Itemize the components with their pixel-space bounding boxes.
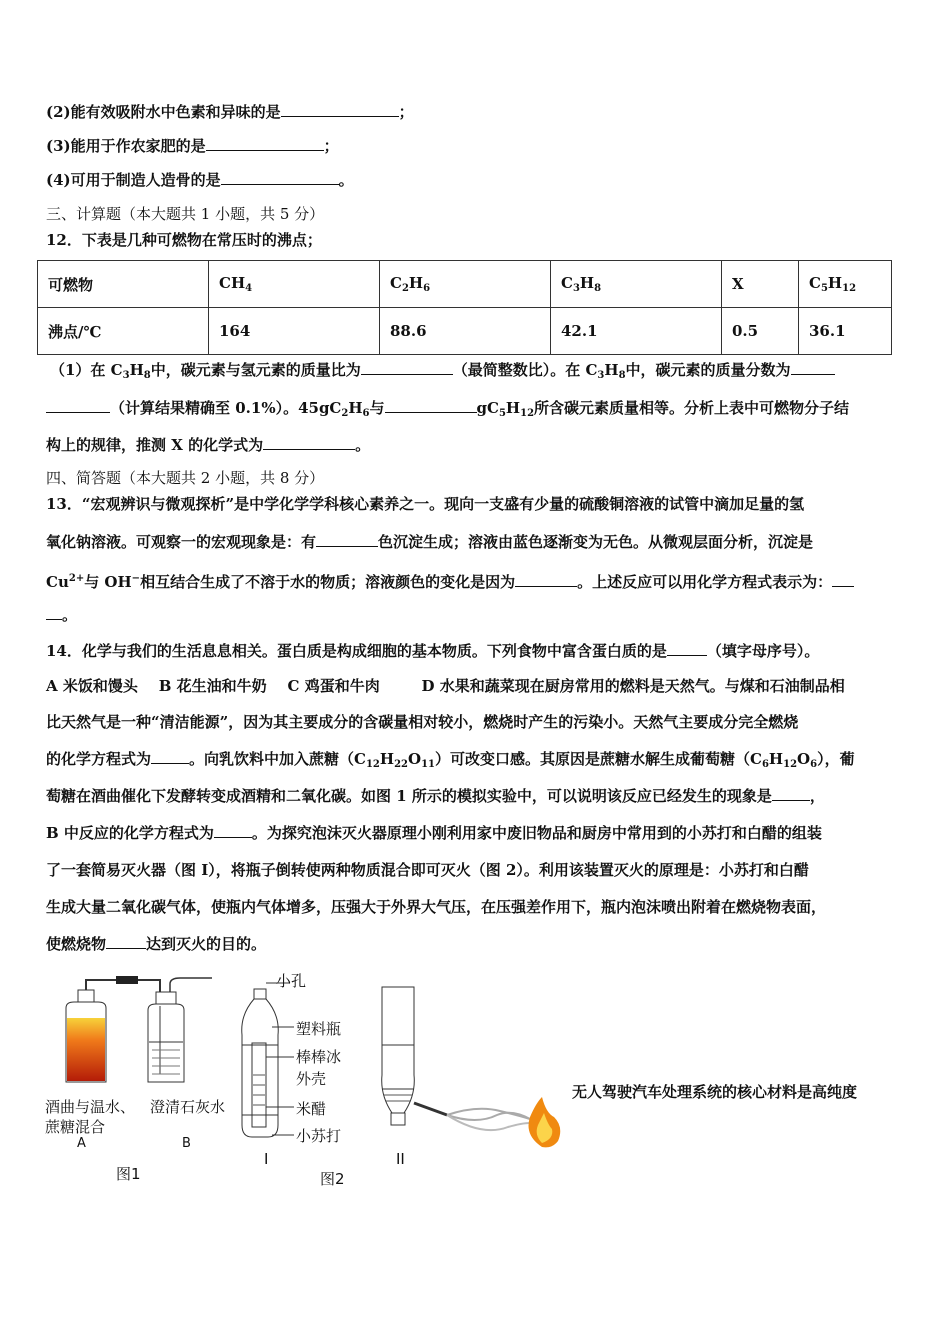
fig1-apparatus bbox=[40, 970, 250, 1100]
label-vinegar: 米醋 bbox=[296, 1100, 327, 1118]
fig2-apparatus bbox=[232, 975, 572, 1160]
answer-blank[interactable] bbox=[214, 823, 252, 838]
section-3-heading: 三、计算题（本大题共 1 小题，共 5 分） bbox=[46, 205, 325, 223]
bottle-ii bbox=[382, 987, 530, 1130]
q12-line-1: （1）在 $C_3H_8$中，碳元素与氢元素的质量比为 （最简整数比）。在 $C_3H_8$中，碳元素的质量分数为 bbox=[50, 360, 835, 386]
table-cell: 0.5 bbox=[722, 308, 799, 355]
section-4-heading: 四、简答题（本大题共 2 小题，共 8 分） bbox=[46, 469, 325, 487]
q12-line-2: （计算结果精确至 0.1%）。$45gC_2H_6$与 $gC_5H_{12}$所含碳元素质量相等。分析上表中可燃物分子结 bbox=[46, 398, 849, 424]
q11-line-3: (3)能用于作农家肥的是 ； bbox=[46, 137, 339, 155]
label-soda: 小苏打 bbox=[296, 1127, 342, 1145]
q11-line-4: (4)可用于制造人造骨的是 。 bbox=[46, 171, 354, 189]
answer-blank[interactable] bbox=[206, 136, 324, 151]
table-cell: 沸点/℃ bbox=[38, 308, 209, 355]
q13-line-1: 13．“宏观辨识与微观探析”是中学化学学科核心素养之一。现向一支盛有少量的硫酸铜溶液的试管中滴加足量的氢 bbox=[46, 495, 805, 513]
q14-line-2: A 米饭和馒头 B 花生油和牛奶 C 鸡蛋和牛肉 D 水果和蔬菜现在厨房常用的燃料是天然气。与煤和石油制品相 bbox=[46, 677, 845, 695]
table-cell: 可燃物 bbox=[38, 261, 209, 308]
answer-blank[interactable] bbox=[316, 532, 378, 547]
q13-line-2: 氧化钠溶液。可观察一的宏观现象是：有 色沉淀生成；溶液由蓝色逐渐变为无色。从微观层面分析，沉淀是 bbox=[46, 533, 814, 551]
answer-blank[interactable] bbox=[515, 572, 577, 587]
label-b: 澄清石灰水 bbox=[150, 1098, 226, 1116]
table-cell: X bbox=[722, 261, 799, 308]
rubber-tube bbox=[116, 976, 138, 984]
label-hole: 小孔 bbox=[276, 972, 307, 990]
answer-blank[interactable] bbox=[667, 641, 707, 656]
label-bottle: 塑料瓶 bbox=[296, 1020, 342, 1038]
flame-icon bbox=[529, 1097, 561, 1147]
fig2-caption: 图2 bbox=[320, 1170, 345, 1188]
table-row bbox=[38, 261, 892, 308]
table-cell: 36.1 bbox=[799, 308, 892, 355]
q14-line-7: 了一套简易灭火器（图 I），将瓶子倒转使两种物质混合即可灭火（图 2）。利用该装置灭火的原理是：小苏打和白醋 bbox=[46, 861, 809, 879]
label-a-line1: 酒曲与温水、 bbox=[45, 1098, 136, 1116]
bottle-b bbox=[148, 992, 184, 1082]
answer-blank[interactable] bbox=[106, 934, 146, 949]
label-I: I bbox=[264, 1150, 269, 1168]
label-shell: 外壳 bbox=[296, 1070, 327, 1088]
table-cell: $C_5H_{12}$ bbox=[799, 261, 892, 308]
answer-blank[interactable] bbox=[46, 398, 110, 413]
q12-line-3: 构上的规律，推测 X 的化学式为 。 bbox=[46, 436, 371, 454]
q12-intro: 12．下表是几种可燃物在常压时的沸点； bbox=[46, 231, 322, 249]
boiling-point-table bbox=[37, 260, 892, 355]
q14-line-4: 的化学方程式为 。向乳饮料中加入蔗糖$(C_{12}H_{22}O_{11})$可改变口感。其原因是蔗糖水解生成葡萄糖$(C_6H_{12}O_6)$，葡 bbox=[46, 750, 855, 770]
table-cell: $C_3H_8$ bbox=[551, 261, 722, 308]
q14-line-5: 萄糖在酒曲催化下发酵转变成酒精和二氧化碳。如图 1 所示的模拟实验中，可以说明该反应已经发生的现象是 ， bbox=[46, 787, 825, 805]
table-cell: 164 bbox=[209, 308, 380, 355]
answer-blank[interactable] bbox=[46, 605, 62, 620]
answer-blank[interactable] bbox=[263, 435, 355, 450]
table-cell: 42.1 bbox=[551, 308, 722, 355]
answer-blank[interactable] bbox=[832, 572, 854, 587]
q11-line-2: (2)能有效吸附水中色素和异味的是 ； bbox=[46, 103, 414, 121]
q14-line-3: 比天然气是一种“清洁能源”，因为其主要成分的含碳量相对较小，燃烧时产生的污染小。天然气主要成分完全燃烧 bbox=[46, 713, 799, 731]
label-II: II bbox=[396, 1150, 405, 1168]
answer-blank[interactable] bbox=[385, 398, 477, 413]
table-cell: 88.6 bbox=[380, 308, 551, 355]
q14-line-1: 14．化学与我们的生活息息相关。蛋白质是构成细胞的基本物质。下列食物中富含蛋白质的是 （填字母序号）。 bbox=[46, 642, 820, 660]
answer-blank[interactable] bbox=[151, 749, 189, 764]
label-stick: 棒棒冰 bbox=[296, 1048, 342, 1066]
answer-blank[interactable] bbox=[791, 360, 835, 375]
label-B: B bbox=[182, 1136, 191, 1151]
q14-line-8: 生成大量二氧化碳气体，使瓶内气体增多，压强大于外界大气压，在压强差作用下，瓶内泡沫喷出附着在燃烧物表面， bbox=[46, 898, 827, 916]
table-cell: $C_2H_6$ bbox=[380, 261, 551, 308]
table-row bbox=[38, 308, 892, 355]
bottle-a bbox=[66, 990, 106, 1082]
label-A: A bbox=[77, 1136, 86, 1151]
side-note: 无人驾驶汽车处理系统的核心材料是高纯度 bbox=[572, 1083, 858, 1101]
q14-line-6: B 中反应的化学方程式为 。为探究泡沫灭火器原理小刚利用家中废旧物品和厨房中常用到的小苏打和白醋的组装 bbox=[46, 824, 822, 842]
q14-line-9: 使燃烧物 达到灭火的目的。 bbox=[46, 935, 267, 953]
table-cell: $CH_4$ bbox=[209, 261, 380, 308]
answer-blank[interactable] bbox=[361, 360, 453, 375]
fig1-caption: 图1 bbox=[116, 1165, 141, 1183]
answer-blank[interactable] bbox=[221, 170, 339, 185]
bottle-i bbox=[242, 983, 294, 1137]
q13-line-3: $Cu^{2+}$与 OH−相互结合生成了不溶于水的物质；溶液颜色的变化是因为 。上述反应可以用化学方程式表示为： bbox=[46, 569, 854, 592]
answer-blank[interactable] bbox=[772, 786, 810, 801]
label-a-line2: 蔗糖混合 bbox=[45, 1118, 106, 1136]
answer-blank[interactable] bbox=[281, 102, 399, 117]
q13-line-4: 。 bbox=[46, 605, 77, 625]
